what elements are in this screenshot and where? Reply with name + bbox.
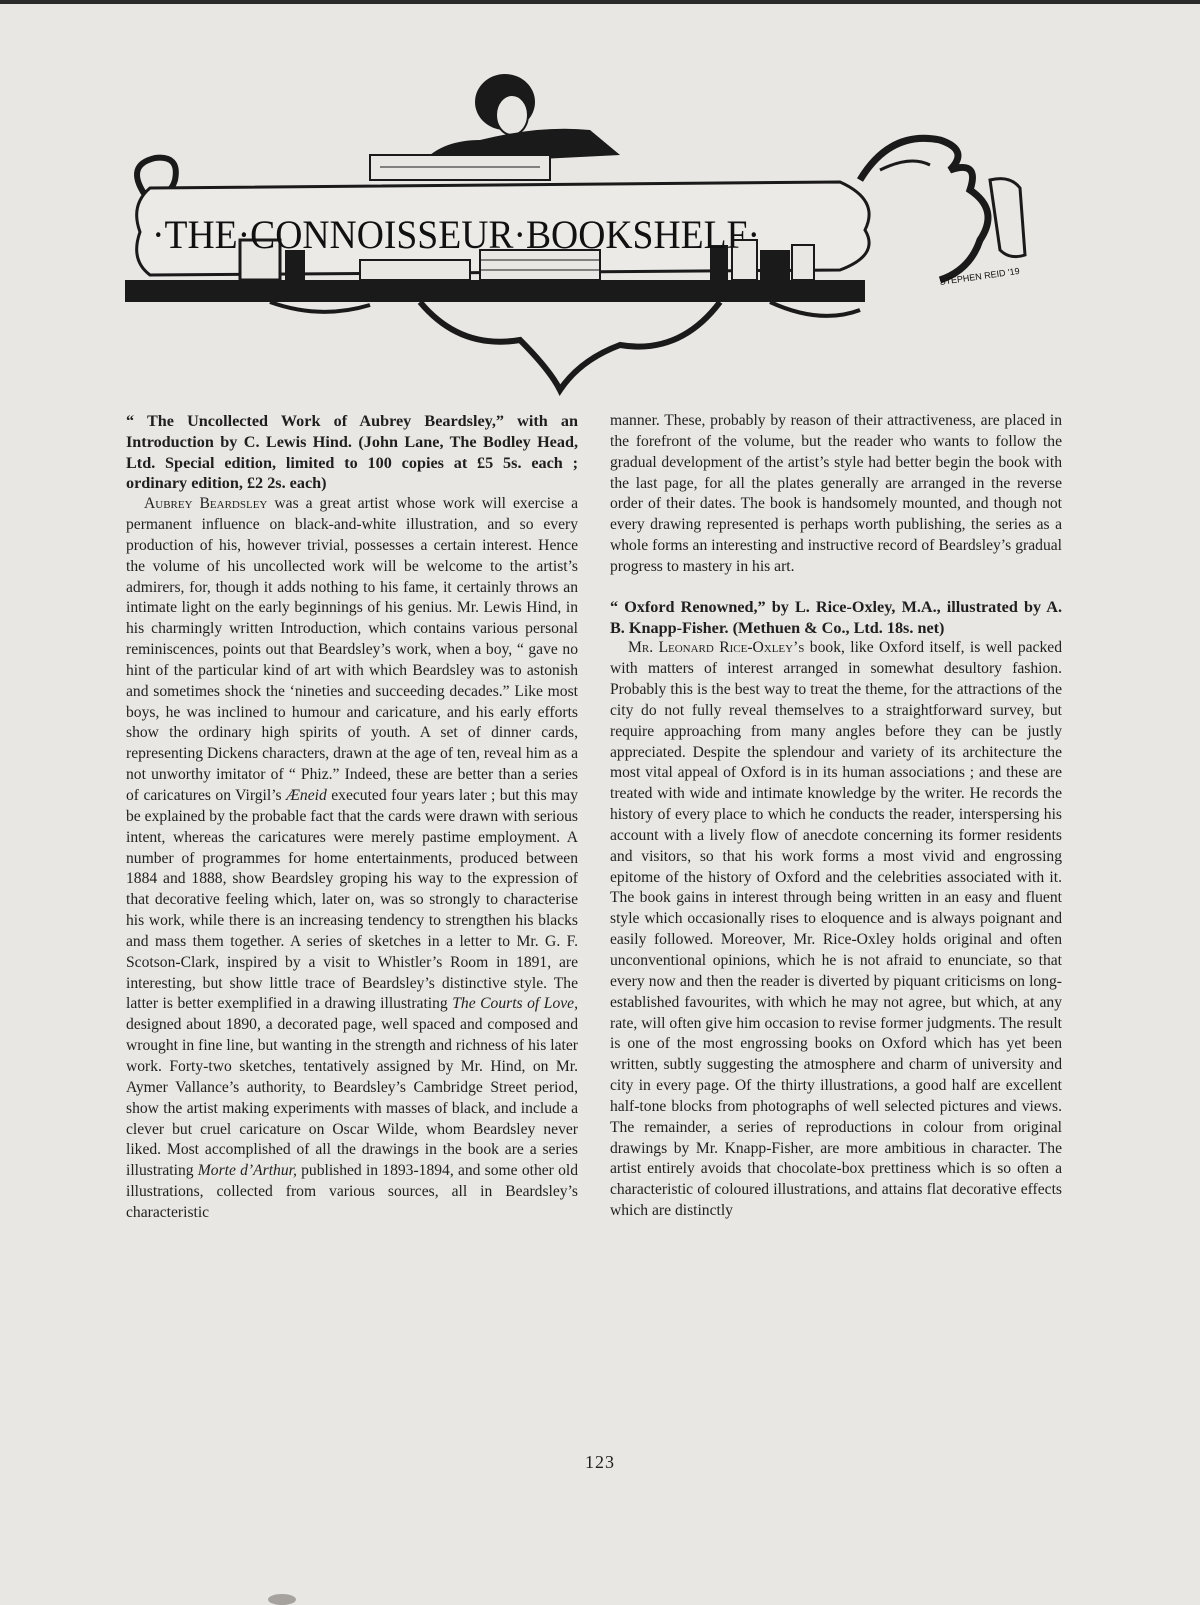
article-heading-beardsley [126, 411, 578, 494]
body-text: designed about 1890, a decorated page, well spaced and composed and wrought in fine line, but wanting in the strength and richness of his later work. Forty-two sketches, tentatively assigned by Mr. Hind, on Mr. Aymer Vallance’s authority, to Beardsley’s Cambridge Street period, show the artist making experiments with masses of black, and include a clever but cruel caricature on Oscar Wilde, whom Beardsley never liked. Most accomplished of all the drawings in the book are a series illustrating [126, 1016, 578, 1180]
article-continuation-beardsley: manner. These, probably by reason of their attractiveness, are placed in the forefront of the volume, but the reader who wants to follow the gradual development of the artist’s style had better begin the book with the last page, for all the plates generally are arranged in the reverse order of their dates. The book is handsomely mounted, and though not every drawing represented is perhaps worth publishing, the series as a whole forms an interesting and instructive record of Beardsley’s gradual progress to mastery in his art. [610, 412, 1062, 575]
body-text: book, like Oxford itself, is well packed with matters of interest arranged in somewhat desultory fashion. Probably this is the best way to treat the theme, for the attractions of the city do not fully reveal themselves to a straightforward survey, but require approaching from many angles before they can be justly appreciated. Despite the splendour and variety of its architecture the most vital appeal of Oxford is in its human associations ; and these are treated with wide and intimate knowledge by the writer. He records the history of every place to which he conducts the reader, interspersing his account with a lively flow of anecdote concerning its former residents and visitors, so that his work forms a most vivid and engrossing epitome of the history of Oxford and the celebrities associated with it. The book gains in interest through being written in an easy and fluent style which occasionally rises to eloquence and is always poignant and easily followed. Moreover, Mr. Rice-Oxley holds original and often unconventional opinions, which he is not afraid to enunciate, so that every now and then the reader is diverted by piquant criticisms on long-established favourites, with which he may not agree, but which, at any rate, will often give him occasion to revise former judgments. The result is one of the most engrossing books on Oxford which has yet been written, subtly suggesting the atmosphere and charm of university and city in every page. Of the thirty illustrations, a good half are excellent half-tone blocks from photographs of well selected pictures and views. The remainder, a series of reproductions in colour from original drawings by Mr. Knapp-Fisher, are more ambitious in character. The artist entirely avoids that chocolate-box prettiness which is so often a characteristic of coloured illustrations, and attains flat decorative effects which are distinctly [610, 639, 1062, 1220]
article-body-oxford [610, 638, 1062, 1222]
scholar-figure [370, 74, 620, 180]
book-title-aeneid: Æneid [286, 787, 327, 804]
bookshelf-banner [120, 70, 1040, 400]
body-text: was a great artist whose work will exercise a permanent influence on black-and-white illustration, and so every production of his, however trivial, possesses a certain interest. Hence the volume of his uncollected work will be welcome to the artist’s admirers, for, though it adds nothing to his fame, it certainly throws an intimate light on the early beginnings of his genius. Mr. Lewis Hind, in his charmingly written Introduction, which contains various personal reminiscences, points out that Beardsley’s work, when a boy, “ gave no hint of the particular kind of art with which Beardsley was to astonish and sometimes shock the ‘nineties and succeeding decades.” Like most boys, he was inclined to humour and caricature, and his early efforts show the ordinary high spirits of youth. A set of dinner cards, representing Dickens characters, drawn at the age of ten, reveal him as a not unworthy imitator of “ Phiz.” Indeed, these are better than a series of caricatures on Virgil’s [126, 495, 578, 804]
publisher-note-beardsley: (John Lane, The Bodley Head, Ltd. Special edition, limited to 100 copies at £5 5s. each ; ordinary edition, £2 2s. each) [126, 432, 579, 493]
body-text: executed four years later ; but this may be explained by the probable fact that the cards were drawn with serious intent, whereas the caricatures were merely pastime employment. A number of programmes for home entertainments, produced between 1884 and 1888, show Beardsley groping his way to the expression of that decorative feeling which, later on, was so strongly to characterise his work, while there is an increasing tendency to strengthen his blacks and mass them together. A series of sketches in a letter to Mr. G. F. Scotson-Clark, inspired by a visit to Whistler’s Room in 1891, are interesting, but show little trace of Beardsley’s distinctive style. The latter is better exemplified in a drawing illustrating [126, 787, 578, 1013]
article-title-oxford: “ Oxford Renowned,” by L. Rice-Oxley, M.A., illustrated by A. B. Knapp-Fisher. [610, 597, 1062, 637]
book-title-courts-of-love: The Courts of Love, [452, 995, 578, 1013]
publisher-note-oxford: (Methuen & Co., Ltd. 18s. net) [732, 618, 945, 637]
artist-signature: STEPHEN REID '19 [938, 265, 1021, 287]
lead-words-oxford: Mr. Leonard Rice-Oxley’s [628, 639, 805, 657]
left-column [126, 411, 578, 1224]
article-body-beardsley [126, 494, 578, 1224]
article-heading-oxford [610, 597, 1062, 639]
right-column [610, 411, 1062, 1222]
article-title-beardsley: “ The Uncollected Work of Aubrey Beardsley,” with an Introduction by C. Lewis Hind. [126, 412, 578, 451]
ink-smudge [268, 1594, 296, 1605]
lead-words-beardsley: Aubrey Beardsley [144, 495, 268, 513]
book-title-morte-darthur: Morte d’Arthur, [197, 1162, 297, 1180]
body-text: published in 1893-1894, and some other old illustrations, collected from various sources, all in Beardsley’s characteristic [126, 1162, 578, 1221]
page-number: 123 [585, 1452, 615, 1472]
banner-title: ·THE·CONNOISSEUR·BOOKSHELF· [152, 212, 760, 257]
top-rule [0, 0, 1200, 4]
